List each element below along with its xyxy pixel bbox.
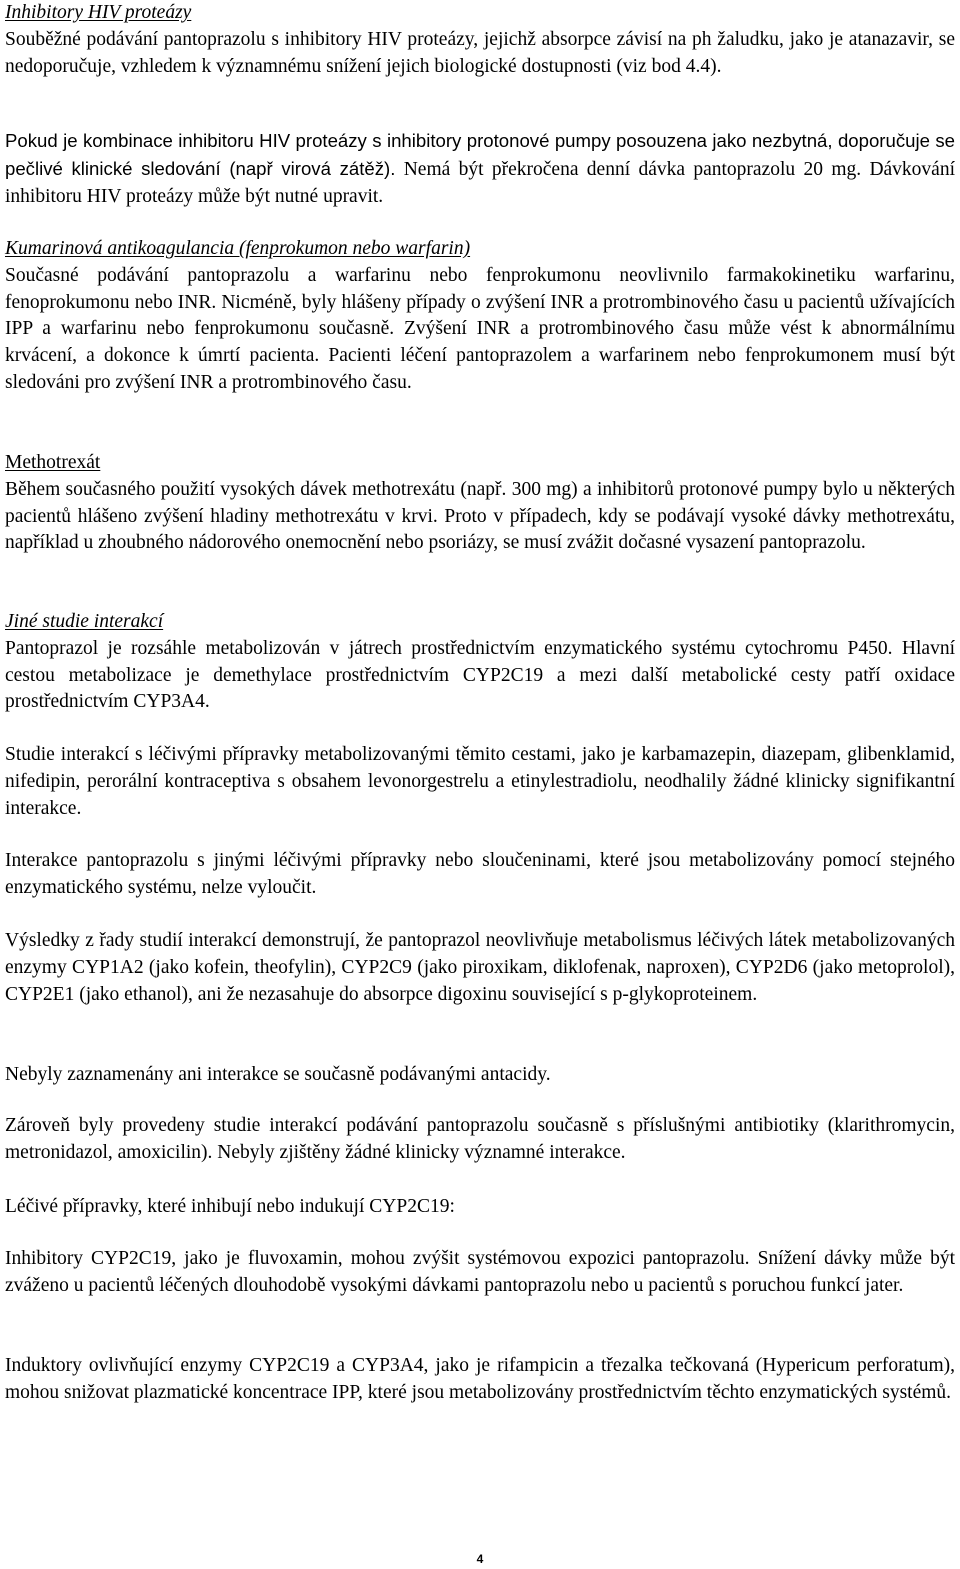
paragraph: Pantoprazol je rozsáhle metabolizován v játrech prostřednictvím enzymatického systému cytochromu P450. Hlavní cestou metabolizace je demethylace prostřednictvím CYP2C19 a mezi další metabolické cesty patří oxidace prostřednictvím CYP3A4. <box>5 637 955 713</box>
paragraph: Inhibitory CYP2C19, jako je fluvoxamin, mohou zvýšit systémovou expozici pantoprazolu. Snížení dávky může být zváženo u pacientů léčených dlouhodobě vysokými dávkami pantoprazolu nebo u pacientů s poruchou funkcí jater. <box>5 1248 955 1296</box>
section-kumarin <box>5 236 955 397</box>
section-hiv <box>5 0 955 80</box>
paragraph: Studie interakcí s léčivými přípravky metabolizovanými těmito cestami, jako je karbamazepin, diazepam, glibenklamid, nifedipin, perorální kontraceptiva s obsahem levonorgestrelu a etinylestradiolu, neodhalily žádné klinicky signifikantní interakce. <box>5 744 955 819</box>
paragraph-interakce <box>5 848 955 902</box>
section-heading: Inhibitory HIV proteázy <box>5 2 192 23</box>
paragraph-induktory <box>5 1353 955 1407</box>
section-heading: Kumarinová antikoagulancia (fenprokumon nebo warfarin) <box>5 238 471 259</box>
paragraph-antacida <box>5 1062 955 1089</box>
paragraph: Interakce pantoprazolu s jinými léčivými přípravky nebo sloučeninami, které jsou metabolizovány pomocí stejného enzymatického systému, nelze vyloučit. <box>5 850 955 898</box>
paragraph-serif-part: Nemá být překročena denní dávka pantoprazolu 20 mg. Dávkování inhibitoru HIV proteázy může být nutné upravit. <box>5 158 956 207</box>
paragraph <box>5 128 955 210</box>
section-jine <box>5 609 955 716</box>
paragraph: Léčivé přípravky, které inhibují nebo indukují CYP2C19: <box>5 1196 455 1217</box>
paragraph-inhibitory <box>5 1246 955 1300</box>
paragraph: Nebyly zaznamenány ani interakce se současně podávanými antacidy. <box>5 1064 551 1085</box>
paragraph-vysledky <box>5 928 955 1008</box>
section-methotrexat <box>5 450 955 557</box>
paragraph: Induktory ovlivňující enzymy CYP2C19 a CYP3A4, jako je rifampicin a třezalka tečkovaná (Hypericum perforatum), mohou snižovat plazmatické koncentrace IPP, které jsou metabolizovány prostřednictvím těchto enzymatických systémů. <box>5 1355 955 1403</box>
section-heading: Methotrexát <box>5 452 101 473</box>
paragraph-antibiotika <box>5 1113 955 1167</box>
page-number: 4 <box>476 1552 484 1566</box>
paragraph: Zároveň byly provedeny studie interakcí podávání pantoprazolu současně s příslušnými antibiotiky (klarithromycin, metronidazol, amoxicilin). Nebyly zjištěny žádné klinicky významné interakce. <box>5 1115 955 1163</box>
paragraph: Souběžné podávání pantoprazolu s inhibitory HIV proteázy, jejichž absorpce závisí na ph žaludku, jako je atanazavir, se nedoporučuje, vzhledem k významnému snížení jejich biologické dostupnosti (viz bod 4.4). <box>5 28 955 77</box>
paragraph-hiv-combination <box>5 128 955 210</box>
section-heading: Jiné studie interakcí <box>5 611 164 632</box>
paragraph-cyp2c19-heading <box>5 1194 955 1221</box>
paragraph: Výsledky z řady studií interakcí demonstrují, že pantoprazol neovlivňuje metabolismus léčivých látek metabolizovaných enzymy CYP1A2 (jako kofein, theofylin), CYP2C9 (jako piroxikam, diklofenak, naproxen), CYP2D6 (jako metoprolol), CYP2E1 (jako ethanol), ani že nezasahuje do absorpce digoxinu související s p-glykoproteinem. <box>5 930 955 1005</box>
paragraph-sans-part: Pokud je kombinace inhibitoru HIV proteázy s inhibitory protonové pumpy posouzena jako nezbytná, doporučuje se pečlivé klinické sledování (např virová zátěž). <box>5 130 955 179</box>
paragraph: Současné podávání pantoprazolu a warfarinu nebo fenprokumonu neovlivnilo farmakokinetiku warfarinu, fenoprokumonu nebo INR. Nicméně, byly hlášeny případy o zvýšení INR a protrombinového času u pacientů užívajících IPP a warfarinu nebo fenprokumonu současně. Zvýšení INR a protrombinového času může vést k abnormálnímu krvácení, a dokonce k úmrtí pacienta. Pacienti léčení pantoprazolem a warfarinem nebo fenprokumonem musí být sledováni pro zvýšení INR a protrombinového času. <box>5 264 955 393</box>
paragraph-studie <box>5 742 955 822</box>
paragraph: Během současného použití vysokých dávek methotrexátu (např. 300 mg) a inhibitorů protonové pumpy bylo u některých pacientů hlášeno zvýšení hladiny methotrexátu v krvi. Proto v případech, kdy se podávají vysoké dávky methotrexátu, například u zhoubného nádorového onemocnění nebo psoriázy, se musí zvážit dočasné vysazení pantoprazolu. <box>5 478 955 554</box>
